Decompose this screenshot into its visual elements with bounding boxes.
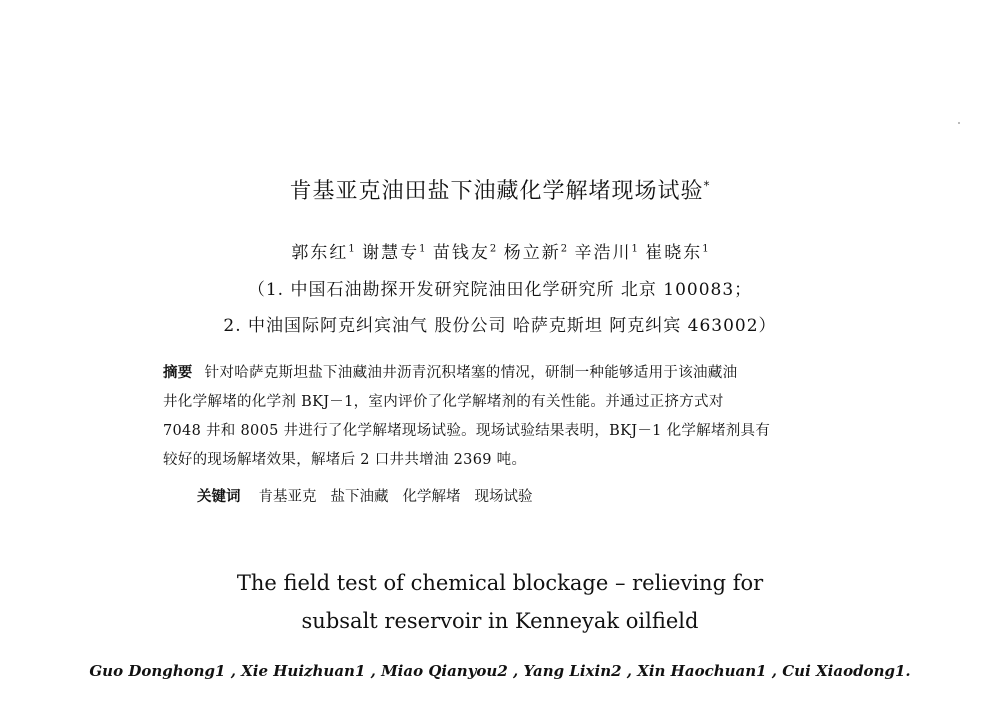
keyword: 盐下油藏 <box>330 489 389 505</box>
author-name: 辛浩川 <box>574 243 632 263</box>
abstract-line: 7048 井和 8005 井进行了化学解堵现场试验。现场试验结果表明，BKJ－1 化学解堵剂具有 <box>163 423 771 439</box>
english-author-list: Guo Donghong1 , Xie Huizhuan1 , Miao Qianyou2 , Yang Lixin2 , Xin Haochuan1 , Cui Xiaodong1. <box>89 662 911 680</box>
author-affiliation-mark: 1 <box>702 243 709 255</box>
abstract-label: 摘要 <box>163 365 193 381</box>
affiliation-line-1: （1. 中国石油勘探开发研究院油田化学研究所 北京 100083； <box>247 280 753 300</box>
keywords-label: 关键词 <box>197 489 241 505</box>
abstract-line: 较好的现场解堵效果，解堵后 2 口井共增油 2369 吨。 <box>163 452 527 468</box>
author-name: 崔晓东 <box>645 243 703 263</box>
affiliation-line-2: 2. 中油国际阿克纠宾油气 股份公司 哈萨克斯坦 阿克纠宾 463002） <box>223 316 777 336</box>
keyword: 肯基亚克 <box>258 489 317 505</box>
title-footnote-mark: * <box>703 178 711 193</box>
author-affiliation-mark: 1 <box>631 243 638 255</box>
author-name: 谢慧专 <box>362 243 420 263</box>
abstract-line <box>163 361 737 382</box>
author-name: 苗钱友 <box>432 243 490 263</box>
abstract-line: 井化学解堵的化学剂 BKJ－1，室内评价了化学解堵剂的有关性能。并通过正挤方式对 <box>163 394 724 410</box>
keywords <box>197 485 547 506</box>
english-title-line-2: subsalt reservoir in Kenneyak oilfield <box>301 609 699 633</box>
author-name: 杨立新 <box>503 243 561 263</box>
paper-title-text: 肯基亚克油田盐下油藏化学解堵现场试验 <box>289 179 704 204</box>
author-affiliation-mark: 1 <box>348 243 355 255</box>
keyword: 现场试验 <box>474 489 533 505</box>
author-list <box>0 238 1000 263</box>
abstract-text: 针对哈萨克斯坦盐下油藏油井沥青沉积堵塞的情况，研制一种能够适用于该油藏油 <box>204 365 738 381</box>
english-title-line-1: The field test of chemical blockage – relieving for <box>236 571 764 595</box>
author-affiliation-mark: 2 <box>560 243 568 255</box>
author-name: 郭东红 <box>291 243 349 263</box>
author-affiliation-mark: 1 <box>419 243 426 255</box>
paper-title <box>0 174 1000 205</box>
scan-speck <box>958 122 960 124</box>
keyword: 化学解堵 <box>402 489 461 505</box>
author-affiliation-mark: 2 <box>489 243 497 255</box>
